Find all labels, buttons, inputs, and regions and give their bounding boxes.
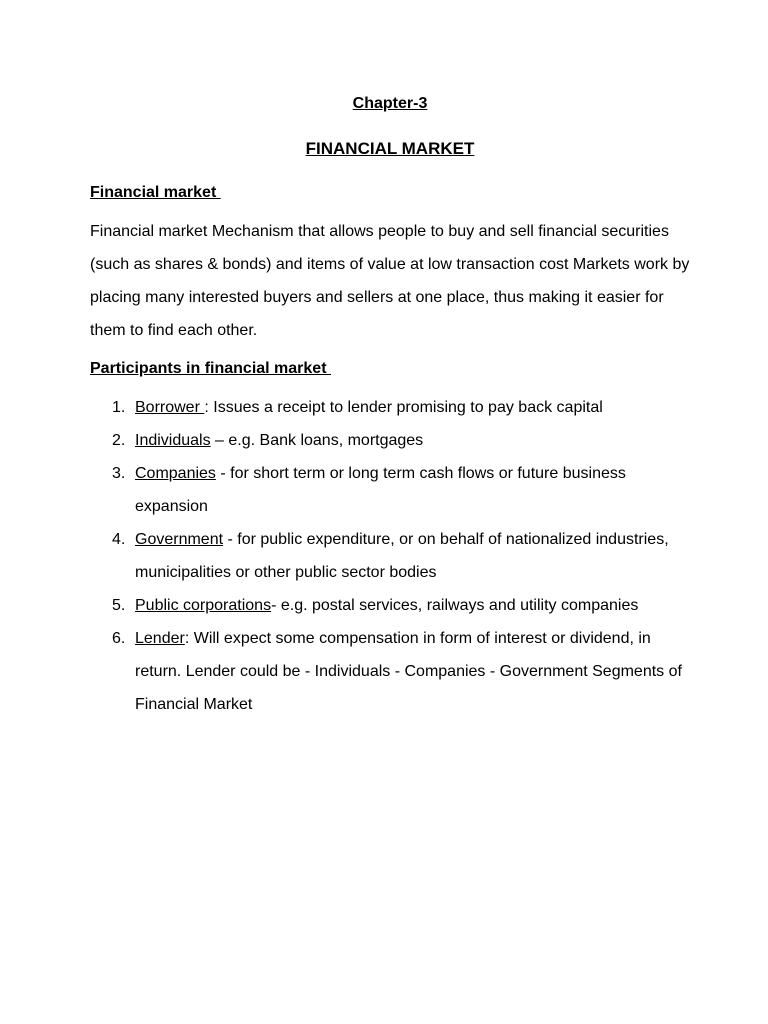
list-item-text: - e.g. postal services, railways and utility companies <box>271 597 639 614</box>
list-item-number: 5. <box>112 597 126 614</box>
list-item-term: Lender <box>135 630 185 647</box>
list-item-text: - for short term or long term cash flows or future business expansion <box>135 465 626 515</box>
list-item <box>90 457 690 523</box>
list-item-term: Individuals <box>135 432 211 449</box>
list-item-number: 3. <box>112 465 126 482</box>
financial-market-paragraph: Financial market Mechanism that allows people to buy and sell financial securities (such as shares & bonds) and items of value at low transaction cost Markets work by placing many interested buyers and sellers at one place, thus making it easier for them to find each other. <box>90 223 690 339</box>
list-item <box>90 523 690 589</box>
document-page <box>90 93 690 721</box>
list-item <box>90 622 690 721</box>
list-item-text: : Issues a receipt to lender promising to pay back capital <box>204 399 603 416</box>
list-item <box>90 391 690 424</box>
list-item-term: Public corporations <box>135 597 272 614</box>
list-item-number: 4. <box>112 531 126 548</box>
list-item-text: – e.g. Bank loans, mortgages <box>210 432 424 449</box>
list-item-number: 1. <box>112 399 126 416</box>
page-title: FINANCIAL MARKET <box>305 139 475 158</box>
list-item <box>90 424 690 457</box>
list-item-text: - for public expenditure, or on behalf of nationalized industries, municipalities or other public sector bodies <box>135 531 669 581</box>
chapter-label: Chapter-3 <box>352 95 428 112</box>
list-item-term: Government <box>135 531 224 548</box>
list-item-term: Borrower <box>135 399 205 416</box>
list-item-text: : Will expect some compensation in form of interest or dividend, in return. Lender could be - Individuals - Companies - Government Segments of Financial Market <box>135 630 682 713</box>
section-heading-participants: Participants in financial market <box>90 360 331 377</box>
list-item-number: 6. <box>112 630 126 647</box>
list-item-term: Companies <box>135 465 216 482</box>
list-item-number: 2. <box>112 432 126 449</box>
list-item <box>90 589 690 622</box>
participants-list <box>90 391 690 721</box>
section-heading-financial-market: Financial market <box>90 184 221 201</box>
